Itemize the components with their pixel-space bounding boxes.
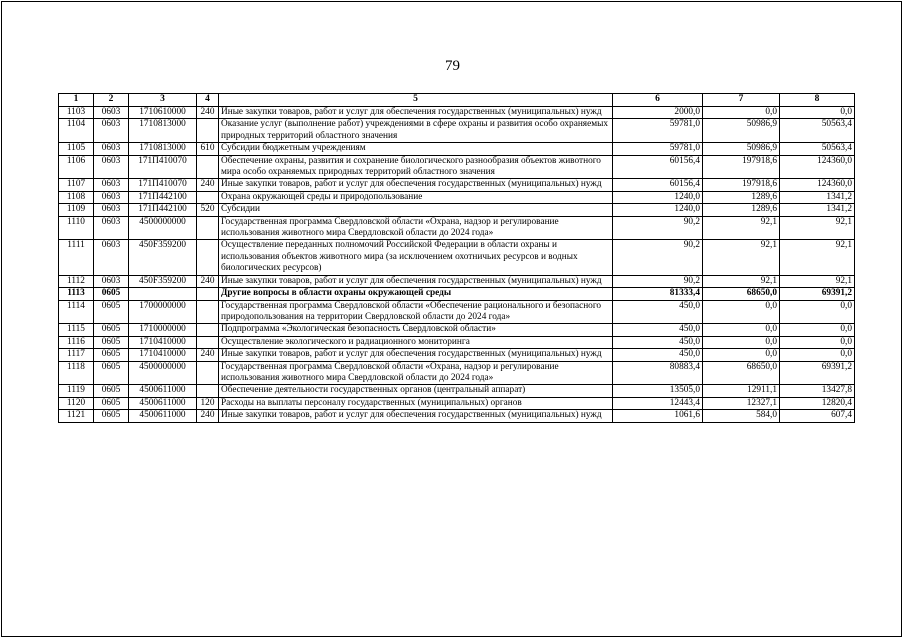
column-header: 8 <box>780 94 855 107</box>
amount-year1-cell: 450,0 <box>613 300 703 324</box>
target-article-cell: 1700000000 <box>129 300 197 324</box>
section-code-cell: 0603 <box>94 216 129 240</box>
description-cell: Государственная программа Свердловской области «Охрана, надзор и регулирование использования животного мира Свердловской области до 2024 года» <box>219 216 613 240</box>
expense-type-cell: 240 <box>197 179 219 191</box>
amount-year3-cell: 124360,0 <box>780 179 855 191</box>
amount-year1-cell: 80883,4 <box>613 361 703 385</box>
target-article-cell: 4500611000 <box>129 397 197 409</box>
row-number-cell: 1107 <box>59 179 94 191</box>
amount-year2-cell: 0,0 <box>703 324 780 336</box>
expense-type-cell: 610 <box>197 143 219 155</box>
section-code-cell: 0603 <box>94 179 129 191</box>
amount-year3-cell: 0,0 <box>780 336 855 348</box>
row-number-cell: 1117 <box>59 349 94 361</box>
target-article-cell: 450F359200 <box>129 240 197 275</box>
column-header: 4 <box>197 94 219 107</box>
amount-year2-cell: 0,0 <box>703 336 780 348</box>
description-cell: Охрана окружающей среды и природопользование <box>219 191 613 203</box>
expense-type-cell <box>197 324 219 336</box>
target-article-cell: 450F359200 <box>129 275 197 287</box>
expense-type-cell: 120 <box>197 397 219 409</box>
expense-type-cell <box>197 240 219 275</box>
amount-year1-cell: 90,2 <box>613 216 703 240</box>
expense-type-cell <box>197 288 219 300</box>
section-code-cell: 0603 <box>94 155 129 179</box>
amount-year3-cell: 124360,0 <box>780 155 855 179</box>
amount-year2-cell: 12911,1 <box>703 385 780 397</box>
amount-year3-cell: 69391,2 <box>780 361 855 385</box>
section-code-cell: 0603 <box>94 107 129 119</box>
amount-year1-cell: 1240,0 <box>613 191 703 203</box>
amount-year2-cell: 50986,9 <box>703 119 780 143</box>
target-article-cell: 4500611000 <box>129 410 197 422</box>
column-header: 2 <box>94 94 129 107</box>
amount-year3-cell: 13427,8 <box>780 385 855 397</box>
target-article-cell: 171П410070 <box>129 155 197 179</box>
amount-year3-cell: 92,1 <box>780 216 855 240</box>
expense-type-cell <box>197 119 219 143</box>
column-header: 7 <box>703 94 780 107</box>
amount-year3-cell: 12820,4 <box>780 397 855 409</box>
row-number-cell: 1108 <box>59 191 94 203</box>
table-row <box>59 397 855 409</box>
amount-year3-cell: 50563,4 <box>780 143 855 155</box>
description-cell: Иные закупки товаров, работ и услуг для обеспечения государственных (муниципальных) нужд <box>219 107 613 119</box>
row-number-cell: 1105 <box>59 143 94 155</box>
row-number-cell: 1104 <box>59 119 94 143</box>
section-code-cell: 0605 <box>94 349 129 361</box>
table-row <box>59 179 855 191</box>
target-article-cell: 4500000000 <box>129 216 197 240</box>
amount-year2-cell: 68650,0 <box>703 361 780 385</box>
amount-year1-cell: 450,0 <box>613 349 703 361</box>
description-cell: Иные закупки товаров, работ и услуг для обеспечения государственных (муниципальных) нужд <box>219 275 613 287</box>
section-code-cell: 0605 <box>94 336 129 348</box>
row-number-cell: 1120 <box>59 397 94 409</box>
table-row <box>59 336 855 348</box>
target-article-cell: 4500611000 <box>129 385 197 397</box>
amount-year2-cell: 50986,9 <box>703 143 780 155</box>
section-code-cell: 0605 <box>94 385 129 397</box>
amount-year2-cell: 197918,6 <box>703 155 780 179</box>
section-code-cell: 0605 <box>94 288 129 300</box>
amount-year3-cell: 1341,2 <box>780 204 855 216</box>
description-cell: Субсидии бюджетным учреждениям <box>219 143 613 155</box>
expense-type-cell <box>197 300 219 324</box>
row-number-cell: 1110 <box>59 216 94 240</box>
amount-year2-cell: 1289,6 <box>703 204 780 216</box>
amount-year2-cell: 92,1 <box>703 240 780 275</box>
expense-type-cell <box>197 155 219 179</box>
row-number-cell: 1113 <box>59 288 94 300</box>
amount-year1-cell: 90,2 <box>613 275 703 287</box>
amount-year1-cell: 450,0 <box>613 336 703 348</box>
section-code-cell: 0605 <box>94 397 129 409</box>
table-row <box>59 107 855 119</box>
table-row <box>59 216 855 240</box>
amount-year3-cell: 69391,2 <box>780 288 855 300</box>
amount-year1-cell: 60156,4 <box>613 155 703 179</box>
row-number-cell: 1116 <box>59 336 94 348</box>
description-cell: Субсидии <box>219 204 613 216</box>
target-article-cell: 171П410070 <box>129 179 197 191</box>
description-cell: Иные закупки товаров, работ и услуг для обеспечения государственных (муниципальных) нужд <box>219 179 613 191</box>
expense-type-cell: 240 <box>197 410 219 422</box>
target-article-cell: 1710610000 <box>129 107 197 119</box>
table-row <box>59 155 855 179</box>
amount-year2-cell: 1289,6 <box>703 191 780 203</box>
column-header: 6 <box>613 94 703 107</box>
expense-type-cell: 240 <box>197 107 219 119</box>
target-article-cell: 1710813000 <box>129 143 197 155</box>
amount-year2-cell: 197918,6 <box>703 179 780 191</box>
row-number-cell: 1106 <box>59 155 94 179</box>
description-cell: Осуществление экологического и радиационного мониторинга <box>219 336 613 348</box>
table-row <box>59 240 855 275</box>
table-row <box>59 275 855 287</box>
target-article-cell: 1710410000 <box>129 336 197 348</box>
amount-year1-cell: 1240,0 <box>613 204 703 216</box>
target-article-cell: 1710410000 <box>129 349 197 361</box>
description-cell: Осуществление переданных полномочий Российской Федерации в области охраны и использования объектов животного мира (за исключением охотничьих ресурсов и водных биологических ресурсов) <box>219 240 613 275</box>
description-cell: Подпрограмма «Экологическая безопасность Свердловской области» <box>219 324 613 336</box>
table-row <box>59 324 855 336</box>
amount-year2-cell: 68650,0 <box>703 288 780 300</box>
target-article-cell: 4500000000 <box>129 361 197 385</box>
amount-year3-cell: 1341,2 <box>780 191 855 203</box>
section-code-cell: 0603 <box>94 119 129 143</box>
section-code-cell: 0605 <box>94 300 129 324</box>
table-header-row <box>59 94 855 107</box>
amount-year2-cell: 584,0 <box>703 410 780 422</box>
amount-year1-cell: 12443,4 <box>613 397 703 409</box>
amount-year1-cell: 450,0 <box>613 324 703 336</box>
amount-year1-cell: 59781,0 <box>613 143 703 155</box>
section-code-cell: 0603 <box>94 240 129 275</box>
table-row <box>59 119 855 143</box>
amount-year1-cell: 1061,6 <box>613 410 703 422</box>
table-row <box>59 143 855 155</box>
description-cell: Обеспечение охраны, развития и сохранение биологического разнообразия объектов животного мира особо охраняемых природных территорий областного значения <box>219 155 613 179</box>
section-code-cell: 0605 <box>94 361 129 385</box>
section-code-cell: 0605 <box>94 324 129 336</box>
expense-type-cell <box>197 191 219 203</box>
amount-year3-cell: 0,0 <box>780 107 855 119</box>
amount-year2-cell: 92,1 <box>703 275 780 287</box>
target-article-cell: 1710000000 <box>129 324 197 336</box>
amount-year1-cell: 2000,0 <box>613 107 703 119</box>
table-row <box>59 385 855 397</box>
amount-year3-cell: 92,1 <box>780 240 855 275</box>
table-row <box>59 361 855 385</box>
column-header: 1 <box>59 94 94 107</box>
amount-year3-cell: 0,0 <box>780 324 855 336</box>
amount-year2-cell: 0,0 <box>703 300 780 324</box>
description-cell: Обеспечение деятельности государственных органов (центральный аппарат) <box>219 385 613 397</box>
expense-type-cell <box>197 336 219 348</box>
table-row <box>59 410 855 422</box>
section-code-cell: 0603 <box>94 143 129 155</box>
amount-year3-cell: 50563,4 <box>780 119 855 143</box>
budget-table <box>58 93 855 423</box>
description-cell: Государственная программа Свердловской области «Охрана, надзор и регулирование использования животного мира Свердловской области до 2024 года» <box>219 361 613 385</box>
row-number-cell: 1121 <box>59 410 94 422</box>
table-row <box>59 349 855 361</box>
section-code-cell: 0603 <box>94 204 129 216</box>
table-row <box>59 288 855 300</box>
amount-year3-cell: 0,0 <box>780 300 855 324</box>
row-number-cell: 1112 <box>59 275 94 287</box>
row-number-cell: 1111 <box>59 240 94 275</box>
amount-year1-cell: 81333,4 <box>613 288 703 300</box>
target-article-cell: 171П442100 <box>129 204 197 216</box>
amount-year2-cell: 92,1 <box>703 216 780 240</box>
expense-type-cell <box>197 216 219 240</box>
amount-year3-cell: 92,1 <box>780 275 855 287</box>
amount-year2-cell: 12327,1 <box>703 397 780 409</box>
section-code-cell: 0603 <box>94 275 129 287</box>
description-cell: Другие вопросы в области охраны окружающей среды <box>219 288 613 300</box>
row-number-cell: 1115 <box>59 324 94 336</box>
target-article-cell: 171П442100 <box>129 191 197 203</box>
target-article-cell: 1710813000 <box>129 119 197 143</box>
description-cell: Расходы на выплаты персоналу государственных (муниципальных) органов <box>219 397 613 409</box>
row-number-cell: 1119 <box>59 385 94 397</box>
column-header: 5 <box>219 94 613 107</box>
description-cell: Оказание услуг (выполнение работ) учреждениями в сфере охраны и развития особо охраняемых природных территорий областного значения <box>219 119 613 143</box>
description-cell: Государственная программа Свердловской области «Обеспечение рационального и безопасного природопользования на территории Свердловской области до 2024 года» <box>219 300 613 324</box>
section-code-cell: 0603 <box>94 191 129 203</box>
amount-year3-cell: 0,0 <box>780 349 855 361</box>
amount-year2-cell: 0,0 <box>703 107 780 119</box>
expense-type-cell: 240 <box>197 275 219 287</box>
table-row <box>59 204 855 216</box>
expense-type-cell <box>197 385 219 397</box>
expense-type-cell: 520 <box>197 204 219 216</box>
expense-type-cell: 240 <box>197 349 219 361</box>
table-row <box>59 191 855 203</box>
row-number-cell: 1114 <box>59 300 94 324</box>
expense-type-cell <box>197 361 219 385</box>
amount-year1-cell: 60156,4 <box>613 179 703 191</box>
section-code-cell: 0605 <box>94 410 129 422</box>
row-number-cell: 1118 <box>59 361 94 385</box>
page-number: 79 <box>445 58 460 74</box>
amount-year2-cell: 0,0 <box>703 349 780 361</box>
amount-year1-cell: 13505,0 <box>613 385 703 397</box>
amount-year1-cell: 59781,0 <box>613 119 703 143</box>
column-header: 3 <box>129 94 197 107</box>
amount-year1-cell: 90,2 <box>613 240 703 275</box>
description-cell: Иные закупки товаров, работ и услуг для обеспечения государственных (муниципальных) нужд <box>219 349 613 361</box>
amount-year3-cell: 607,4 <box>780 410 855 422</box>
row-number-cell: 1109 <box>59 204 94 216</box>
description-cell: Иные закупки товаров, работ и услуг для обеспечения государственных (муниципальных) нужд <box>219 410 613 422</box>
table-row <box>59 300 855 324</box>
target-article-cell <box>129 288 197 300</box>
row-number-cell: 1103 <box>59 107 94 119</box>
